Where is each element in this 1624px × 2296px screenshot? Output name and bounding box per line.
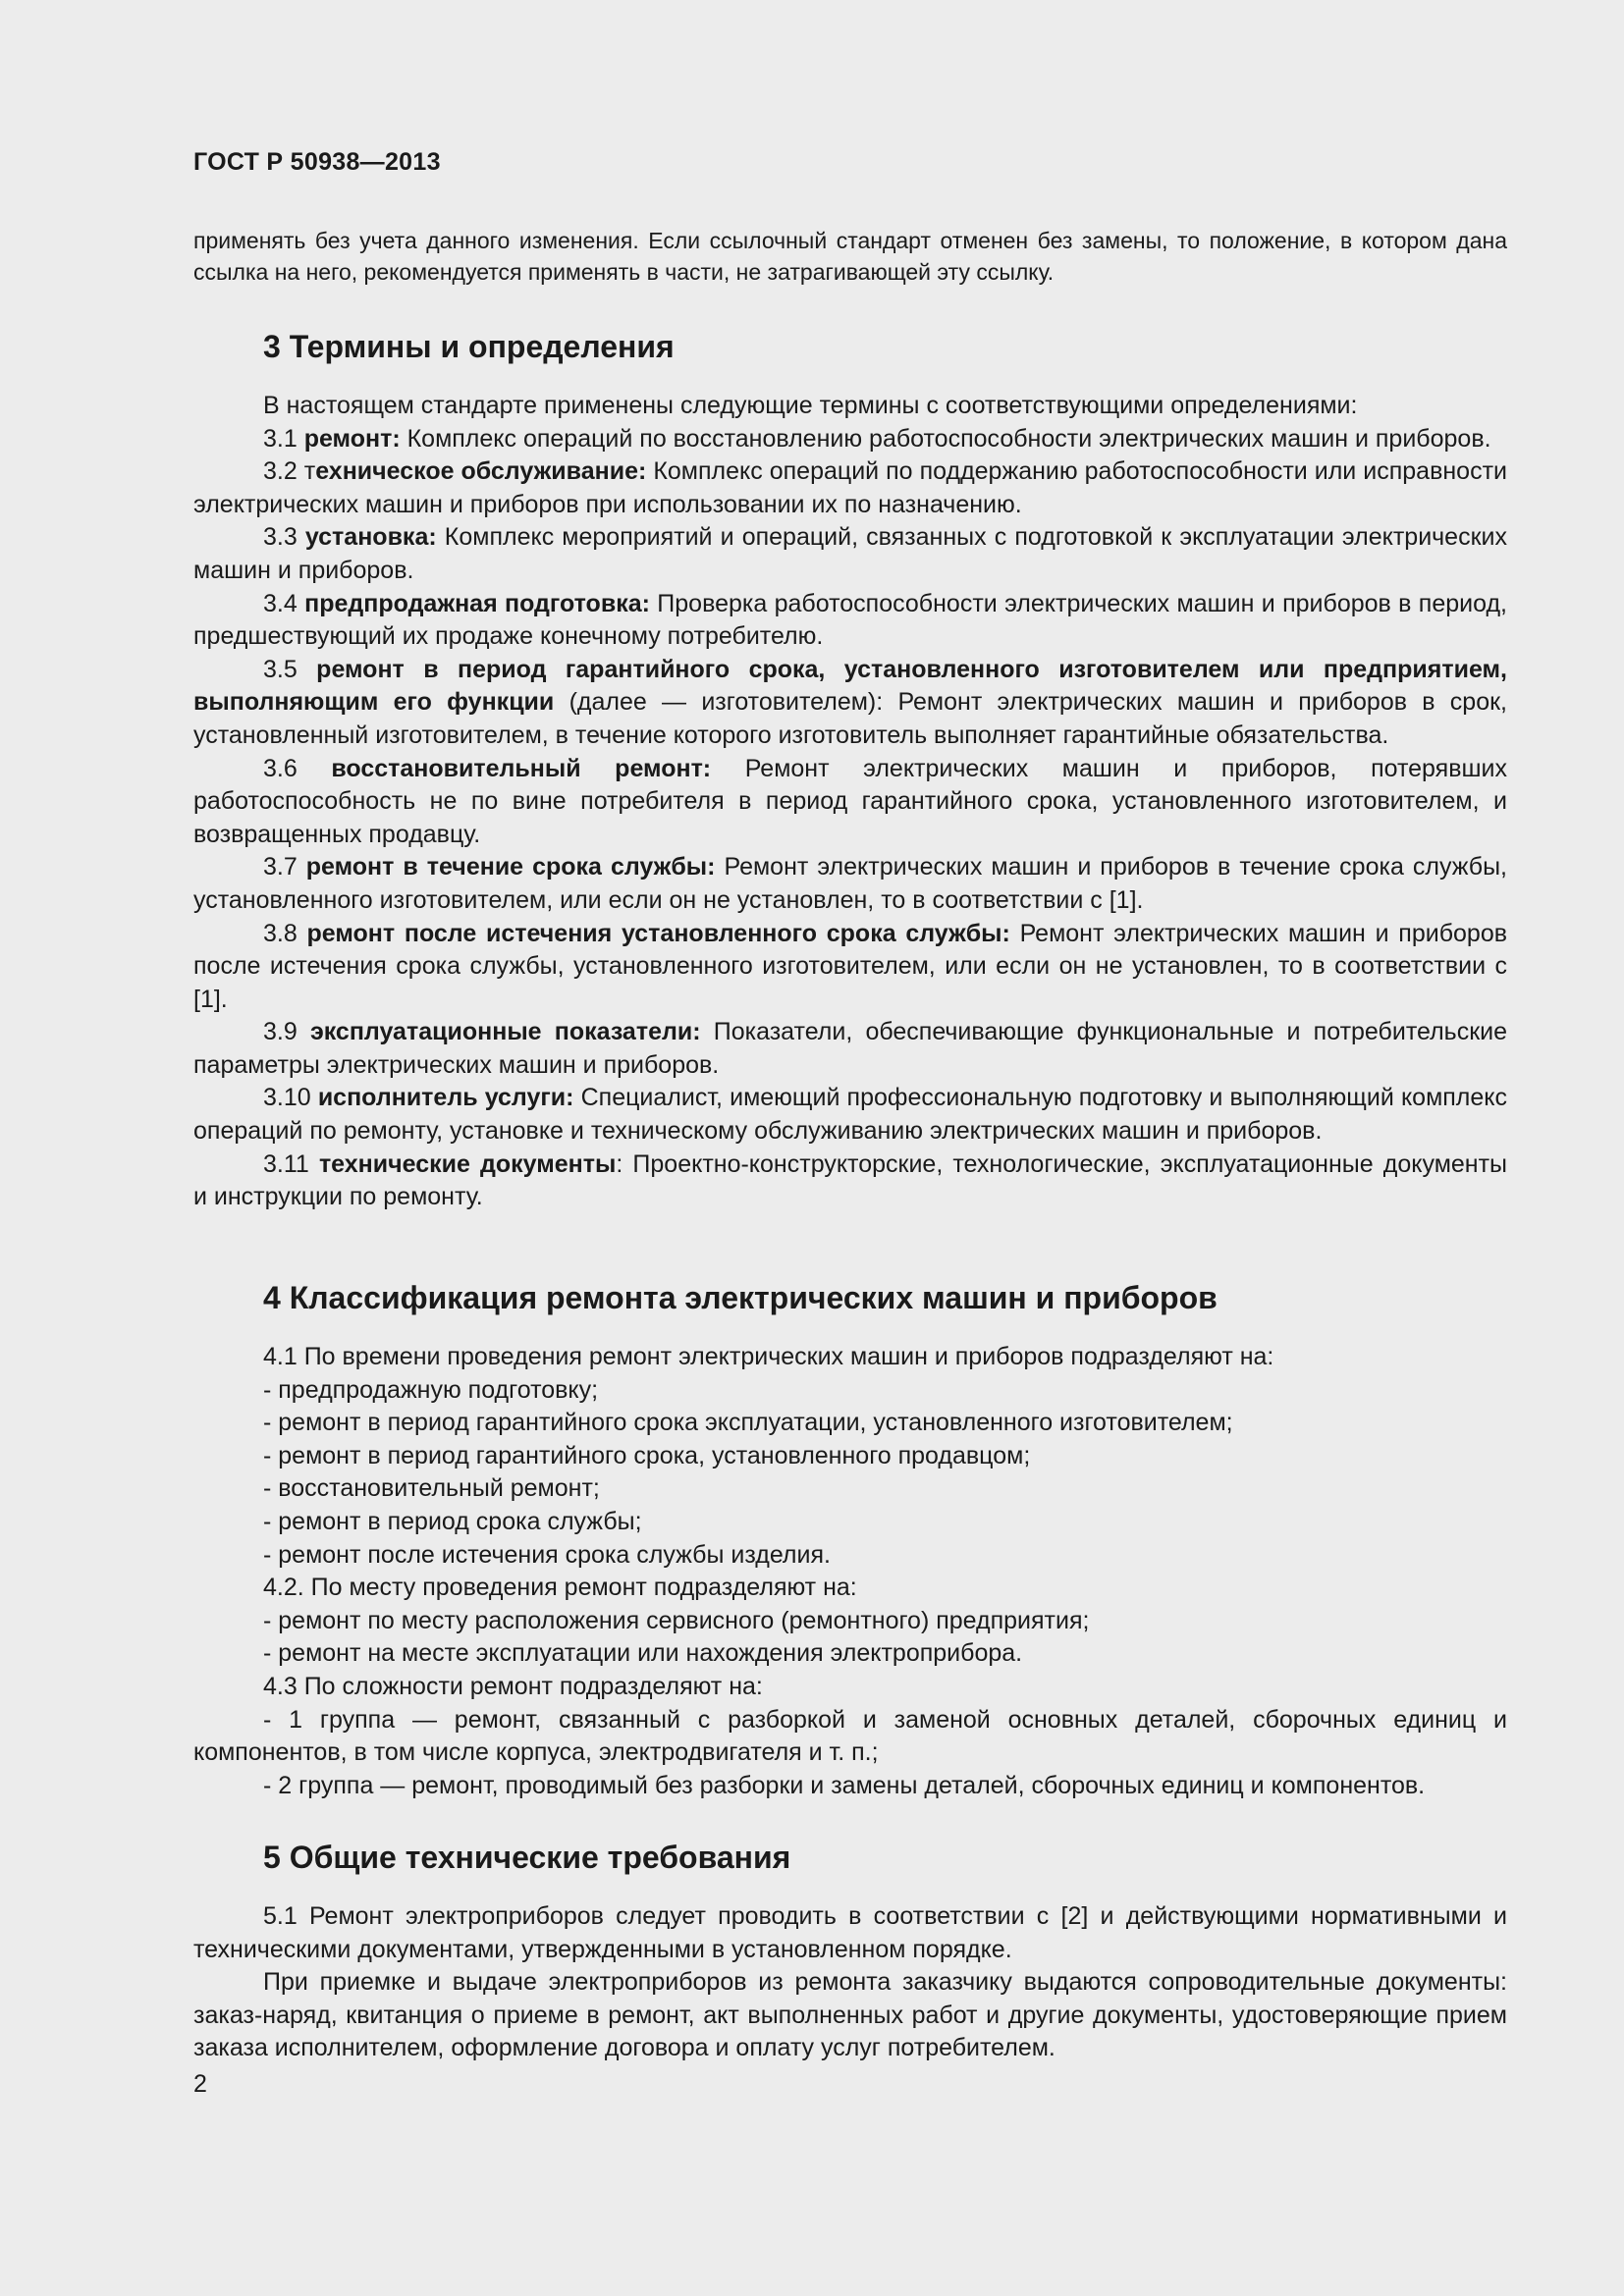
section-5-body: [193, 1900, 1507, 2065]
section-4-line: 4.1 По времени проведения ремонт электрических машин и приборов подразделяют на:: [263, 1343, 1274, 1370]
section-4-line: - 2 группа — ремонт, проводимый без разборки и замены деталей, сборочных единиц и компонентов.: [263, 1771, 1426, 1799]
term-3-3: 3.3 установка: Комплекс мероприятий и операций, связанных с подготовкой к эксплуатации электрических машин и приборов.: [193, 523, 1507, 584]
section-4-line: - ремонт по месту расположения сервисного (ремонтного) предприятия;: [263, 1606, 1090, 1634]
section-3-lead: В настоящем стандарте применены следующие термины с соответствующими определениями:: [263, 392, 1358, 419]
section-3-body: [193, 390, 1507, 1214]
section-5-paragraph: При приемке и выдаче электроприборов из ремонта заказчику выдаются сопроводительные документы: заказ-наряд, квитанция о приеме в ремонт, акт выполненных работ и другие документы, удостоверяющие прием заказа исполнителем, оформление договора и оплату услуг потребителем.: [193, 1968, 1507, 2062]
section-5-title: 5 Общие технические требования: [263, 1840, 791, 1875]
term-3-8: 3.8 ремонт после истечения установленного срока службы: Ремонт электрических машин и приборов после истечения срока службы, установленного изготовителем, или если он не установлен, то в соответствии с [1].: [193, 919, 1508, 1013]
section-classification: [193, 1278, 1507, 1802]
section-4-line: - ремонт в период гарантийного срока эксплуатации, установленного изготовителем;: [263, 1409, 1233, 1437]
section-3-title: 3 Термины и определения: [263, 329, 675, 364]
page-number: 2: [193, 2070, 207, 2098]
section-4-line: - ремонт на месте эксплуатации или нахождения электроприбора.: [263, 1639, 1023, 1668]
document-header-id: ГОСТ Р 50938—2013: [193, 148, 441, 176]
term-3-5: 3.5 ремонт в период гарантийного срока, установленного изготовителем или предприятием, выполняющим его функции (далее — изготовителем): Ремонт электрических машин и приборов в срок, установленный изготовителем, в течение которого изготовитель выполняет гарантийные обязательства.: [193, 655, 1508, 749]
term-3-6: 3.6 восстановительный ремонт: Ремонт электрических машин и приборов, потерявших работоспособность не по вине потребителя в период гарантийного срока, установленного изготовителем, и возвращенных продавцу.: [193, 754, 1508, 848]
section-4-line: - восстановительный ремонт;: [263, 1474, 600, 1503]
section-4-line: - ремонт после истечения срока службы изделия.: [263, 1540, 831, 1569]
term-3-10: 3.10 исполнитель услуги: Специалист, имеющий профессиональную подготовку и выполняющий комплекс операций по ремонту, установке и техническому обслуживанию электрических машин и приборов.: [193, 1084, 1507, 1146]
section-4-line: - ремонт в период срока службы;: [263, 1507, 642, 1535]
section-terms: [193, 327, 1507, 1214]
section-4-line: 4.2. По месту проведения ремонт подразделяют на:: [263, 1574, 857, 1602]
term-3-4: 3.4 предпродажная подготовка: Проверка работоспособности электрических машин и приборов в период, предшествующий их продаже конечному потребителю.: [193, 589, 1508, 651]
section-4-line: 4.3 По сложности ремонт подразделяют на:: [263, 1672, 763, 1700]
section-4-line: - предпродажную подготовку;: [263, 1375, 599, 1404]
term-3-9: 3.9 эксплуатационные показатели: Показатели, обеспечивающие функциональные и потребительские параметры электрических машин и приборов.: [193, 1018, 1507, 1079]
section-4-title: 4 Классификация ремонта электрических машин и приборов: [263, 1280, 1218, 1315]
term-3-7: 3.7 ремонт в течение срока службы: Ремонт электрических машин и приборов в течение срока службы, установленного изготовителем, или если он не установлен, то в соответствии с [1].: [193, 853, 1507, 914]
term-3-1: 3.1 ремонт: Комплекс операций по восстановлению работоспособности электрических машин и приборов.: [263, 424, 1491, 453]
term-3-11: 3.11 технические документы: Проектно-конструкторские, технологические, эксплуатационные документы и инструкции по ремонту.: [193, 1149, 1508, 1211]
section-4-line: - 1 группа — ремонт, связанный с разборкой и заменой основных деталей, сборочных единиц и компонентов, в том числе корпуса, электродвигателя и т. п.;: [193, 1705, 1507, 1767]
section-5-paragraph: 5.1 Ремонт электроприборов следует проводить в соответствии с [2] и действующими нормативными и техническими документами, утвержденными в установленном порядке.: [193, 1902, 1507, 1963]
section-general-requirements: [193, 1838, 1507, 2065]
section-4-line: - ремонт в период гарантийного срока, установленного продавцом;: [263, 1441, 1031, 1469]
term-3-2: 3.2 техническое обслуживание: Комплекс операций по поддержанию работоспособности или исправности электрических машин и приборов при использовании их по назначению.: [193, 457, 1507, 518]
intro-paragraph: применять без учета данного изменения. Если ссылочный стандарт отменен без замены, то положение, в котором дана ссылка на него, рекомендуется применять в части, не затрагивающей эту ссылку.: [193, 228, 1507, 285]
section-4-body: [193, 1341, 1507, 1802]
